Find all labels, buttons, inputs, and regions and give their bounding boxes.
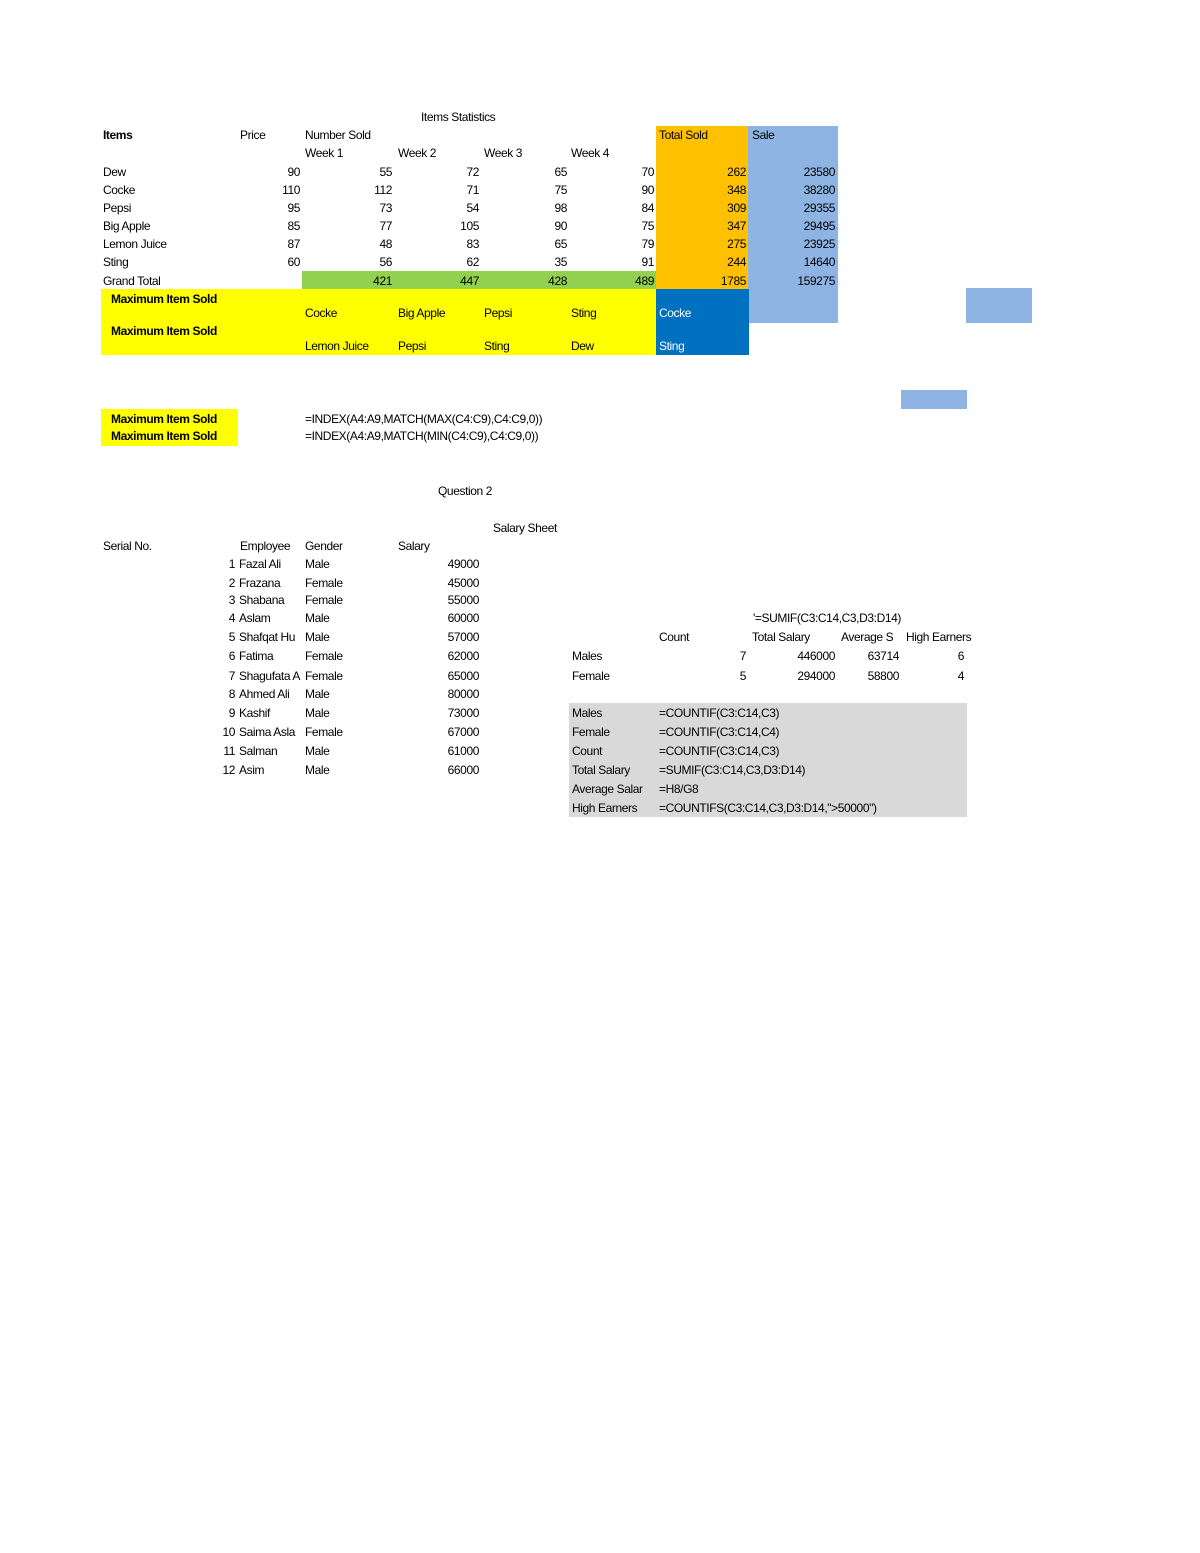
- item-week-4: 91: [641, 255, 654, 269]
- item-total-sold: 347: [727, 219, 746, 233]
- employee-name: Asim: [239, 763, 265, 777]
- employee-salary: 60000: [447, 611, 479, 625]
- formula-label: Maximum Item Sold: [111, 412, 217, 426]
- header-sale: Sale: [752, 128, 775, 142]
- employee-serial-no: 9: [228, 706, 235, 720]
- employee-name: Aslam: [239, 611, 271, 625]
- employee-serial-no: 11: [223, 744, 235, 758]
- header-week-2: Week 2: [398, 146, 437, 160]
- employee-salary: 80000: [447, 687, 479, 701]
- item-week-2: 83: [466, 237, 479, 251]
- employee-gender: Male: [305, 706, 330, 720]
- item-week-3: 75: [554, 183, 567, 197]
- employee-serial-no: 6: [228, 649, 235, 663]
- header-week-4: Week 4: [571, 146, 610, 160]
- item-week-2: 72: [466, 165, 479, 179]
- employee-salary: 62000: [447, 649, 479, 663]
- employee-salary: 61000: [447, 744, 479, 758]
- item-week-1: 112: [374, 183, 392, 197]
- header-items: Items: [103, 128, 133, 142]
- header-week-1: Week 1: [305, 146, 344, 160]
- item-week-2: 54: [466, 201, 479, 215]
- summary-header-total-salary: Total Salary: [752, 630, 810, 644]
- item-sale: 29355: [803, 201, 835, 215]
- employee-name: Frazana: [239, 576, 281, 590]
- item-name: Cocke: [103, 183, 136, 197]
- grand-total-label: Grand Total: [103, 274, 161, 288]
- grand-total-week-2: 447: [460, 274, 479, 288]
- employee-gender: Female: [305, 725, 343, 739]
- item-week-3: 65: [554, 237, 567, 251]
- max-item-total: Cocke: [659, 306, 692, 320]
- decorative-blue-box: [966, 288, 1032, 323]
- max-item-week-4: Sting: [571, 306, 597, 320]
- summary-header-average: Average S: [841, 630, 894, 644]
- min-item-week-3: Sting: [484, 339, 510, 353]
- employee-name: Shafqat Hu: [239, 630, 296, 644]
- employee-name: Ahmed Ali: [239, 687, 290, 701]
- employee-serial-no: 10: [222, 725, 235, 739]
- employee-name: Saima Asla: [239, 725, 296, 739]
- employee-salary: 57000: [447, 630, 479, 644]
- employee-serial-no: 5: [228, 630, 235, 644]
- formula-row-formula: =COUNTIF(C3:C14,C4): [659, 725, 780, 739]
- item-week-4: 70: [641, 165, 654, 179]
- salary-sheet-title: Salary Sheet: [493, 521, 557, 535]
- summary-female-average: 58800: [867, 669, 899, 683]
- item-total-sold: 275: [727, 237, 746, 251]
- formula-row-formula: =COUNTIF(C3:C14,C3): [659, 706, 780, 720]
- summary-female-total: 294000: [797, 669, 835, 683]
- item-price: 95: [287, 201, 300, 215]
- employee-serial-no: 7: [228, 669, 235, 683]
- summary-female-count: 5: [739, 669, 746, 683]
- item-name: Big Apple: [103, 219, 151, 233]
- max-item-label: Maximum Item Sold: [111, 292, 217, 306]
- employee-name: Shagufata A: [239, 669, 300, 683]
- header-gender: Gender: [305, 539, 343, 553]
- formula-text: =INDEX(A4:A9,MATCH(MIN(C4:C9),C4:C9,0)): [305, 429, 539, 443]
- employee-gender: Male: [305, 557, 330, 571]
- item-week-2: 62: [466, 255, 479, 269]
- employee-salary: 49000: [447, 557, 479, 571]
- items-statistics-title: Items Statistics: [421, 110, 496, 124]
- item-week-1: 77: [379, 219, 392, 233]
- item-total-sold: 244: [727, 255, 746, 269]
- item-week-2: 105: [460, 219, 479, 233]
- formula-row-label: Count: [572, 744, 603, 758]
- item-name: Pepsi: [103, 201, 132, 215]
- employee-gender: Male: [305, 744, 330, 758]
- summary-header-count: Count: [659, 630, 690, 644]
- employee-gender: Female: [305, 576, 343, 590]
- formula-row-formula: =SUMIF(C3:C14,C3,D3:D14): [659, 763, 806, 777]
- employee-name: Kashif: [239, 706, 270, 720]
- grand-total-sale: 159275: [797, 274, 835, 288]
- grand-total-week-3: 428: [548, 274, 567, 288]
- employee-gender: Male: [305, 687, 330, 701]
- header-employee: Employee: [240, 539, 291, 553]
- header-serial-no: Serial No.: [103, 539, 152, 553]
- employee-salary: 66000: [447, 763, 479, 777]
- formula-row-formula: =COUNTIF(C3:C14,C3): [659, 744, 780, 758]
- item-week-4: 84: [641, 201, 654, 215]
- item-week-4: 75: [641, 219, 654, 233]
- item-price: 87: [287, 237, 300, 251]
- grand-total-week-4: 489: [635, 274, 654, 288]
- employee-gender: Female: [305, 649, 343, 663]
- employee-salary: 73000: [447, 706, 479, 720]
- summary-formula-note: '=SUMIF(C3:C14,C3,D3:D14): [753, 611, 902, 625]
- min-item-week-4: Dew: [571, 339, 594, 353]
- item-sale: 38280: [803, 183, 835, 197]
- item-week-1: 73: [379, 201, 392, 215]
- employee-serial-no: 8: [228, 687, 235, 701]
- header-price: Price: [240, 128, 266, 142]
- employee-serial-no: 4: [228, 611, 235, 625]
- max-item-week-3: Pepsi: [484, 306, 513, 320]
- employee-name: Fatima: [239, 649, 274, 663]
- item-week-3: 65: [554, 165, 567, 179]
- item-week-2: 71: [466, 183, 479, 197]
- header-number-sold: Number Sold: [305, 128, 371, 142]
- formula-row-label: Average Salar: [572, 782, 643, 796]
- item-price: 60: [287, 255, 300, 269]
- item-price: 90: [287, 165, 300, 179]
- employee-name: Shabana: [239, 593, 285, 607]
- item-week-4: 79: [641, 237, 654, 251]
- item-sale: 29495: [803, 219, 835, 233]
- employee-gender: Male: [305, 611, 330, 625]
- header-week-3: Week 3: [484, 146, 523, 160]
- employee-gender: Female: [305, 593, 343, 607]
- item-total-sold: 309: [727, 201, 746, 215]
- max-item-week-1: Cocke: [305, 306, 338, 320]
- employee-gender: Female: [305, 669, 343, 683]
- employee-serial-no: 1: [228, 557, 235, 571]
- item-week-3: 35: [554, 255, 567, 269]
- item-week-3: 98: [554, 201, 567, 215]
- min-item-total: Sting: [659, 339, 685, 353]
- summary-header-high-earners: High Earners: [906, 630, 972, 644]
- employee-serial-no: 3: [228, 593, 235, 607]
- summary-males-label: Males: [572, 649, 603, 663]
- summary-males-total: 446000: [797, 649, 835, 663]
- formula-label: Maximum Item Sold: [111, 429, 217, 443]
- employee-gender: Male: [305, 763, 330, 777]
- formula-row-formula: =H8/G8: [659, 782, 699, 796]
- employee-gender: Male: [305, 630, 330, 644]
- employee-serial-no: 2: [228, 576, 235, 590]
- item-sale: 14640: [803, 255, 835, 269]
- item-name: Dew: [103, 165, 126, 179]
- item-week-3: 90: [554, 219, 567, 233]
- employee-salary: 65000: [447, 669, 479, 683]
- min-item-week-2: Pepsi: [398, 339, 427, 353]
- formula-text: =INDEX(A4:A9,MATCH(MAX(C4:C9),C4:C9,0)): [305, 412, 543, 426]
- min-item-label: Maximum Item Sold: [111, 324, 217, 338]
- header-salary: Salary: [398, 539, 430, 553]
- item-sale: 23580: [803, 165, 835, 179]
- employee-serial-no: 12: [222, 763, 235, 777]
- item-total-sold: 348: [727, 183, 746, 197]
- grand-total-total-sold: 1785: [720, 274, 746, 288]
- item-week-1: 56: [379, 255, 392, 269]
- item-week-1: 55: [379, 165, 392, 179]
- item-total-sold: 262: [727, 165, 746, 179]
- formula-row-label: High Earners: [572, 801, 638, 815]
- question-label: Question 2: [438, 484, 493, 498]
- employee-salary: 67000: [447, 725, 479, 739]
- item-name: Sting: [103, 255, 129, 269]
- header-total-sold: Total Sold: [659, 128, 708, 142]
- formula-row-label: Total Salary: [572, 763, 630, 777]
- summary-female-label: Female: [572, 669, 610, 683]
- item-week-1: 48: [379, 237, 392, 251]
- employee-salary: 45000: [447, 576, 479, 590]
- summary-males-high: 6: [957, 649, 964, 663]
- summary-males-count: 7: [739, 649, 746, 663]
- item-price: 85: [287, 219, 300, 233]
- grand-total-week-1: 421: [373, 274, 392, 288]
- decorative-blue-box: [901, 390, 967, 409]
- item-name: Lemon Juice: [103, 237, 167, 251]
- formula-row-formula: =COUNTIFS(C3:C14,C3,D3:D14,">50000"): [659, 801, 877, 815]
- min-item-week-1: Lemon Juice: [305, 339, 369, 353]
- max-item-week-2: Big Apple: [398, 306, 446, 320]
- formula-row-label: Males: [572, 706, 603, 720]
- employee-name: Salman: [239, 744, 278, 758]
- item-price: 110: [282, 183, 300, 197]
- employee-name: Fazal Ali: [239, 557, 281, 571]
- summary-female-high: 4: [957, 669, 964, 683]
- employee-salary: 55000: [447, 593, 479, 607]
- item-sale: 23925: [803, 237, 835, 251]
- item-week-4: 90: [641, 183, 654, 197]
- summary-males-average: 63714: [867, 649, 899, 663]
- formula-row-label: Female: [572, 725, 610, 739]
